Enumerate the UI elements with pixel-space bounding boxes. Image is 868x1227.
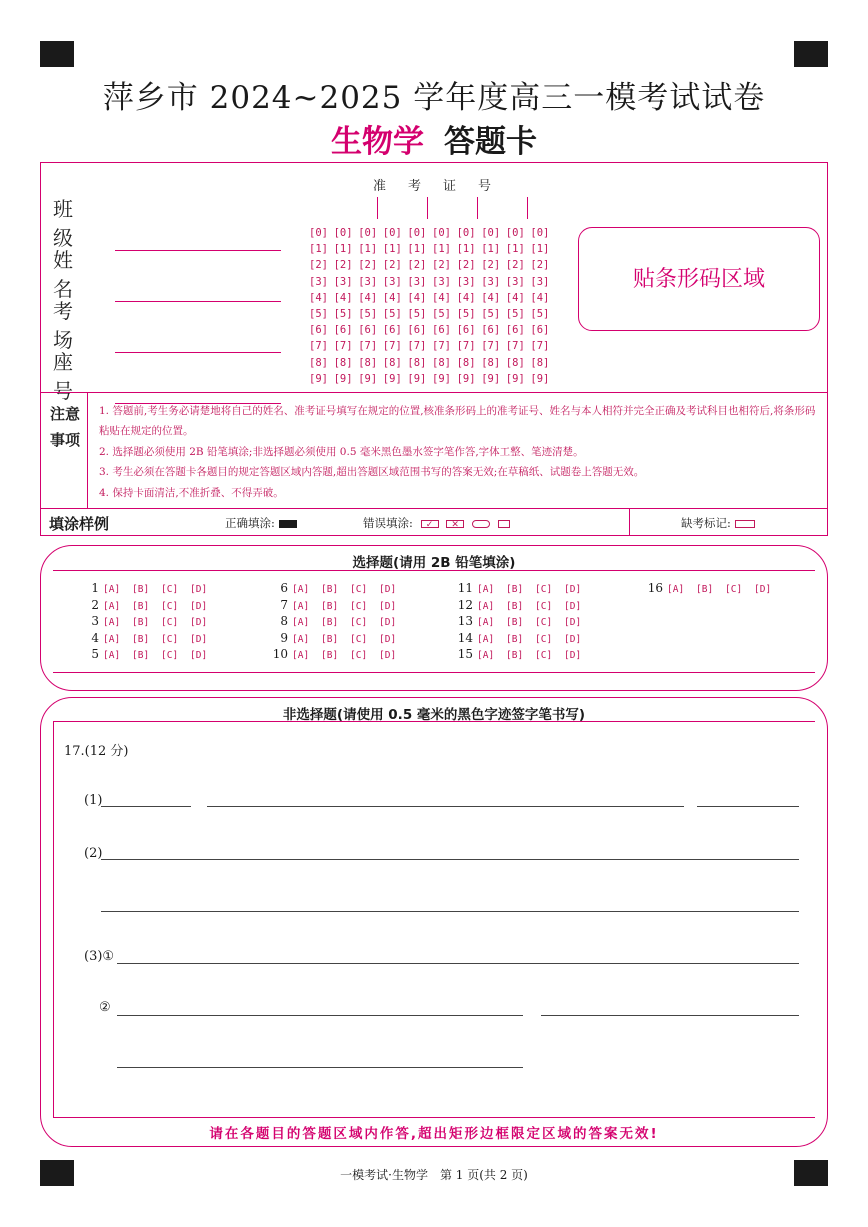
- exam-digit-bubble[interactable]: [9]: [407, 372, 427, 385]
- exam-digit-bubble[interactable]: [7]: [407, 340, 427, 353]
- note-item: 3. 考生必须在答题卡各题目的规定答题区域内答题,超出答题区域范围书写的答案无效;在草稿纸、试题卷上答题无效。: [99, 466, 645, 478]
- exam-number-label: 准考证号: [373, 179, 514, 194]
- exam-digit-bubble[interactable]: [6]: [432, 324, 451, 337]
- exam-digit-bubble[interactable]: [6]: [481, 324, 501, 337]
- mc-option-bubble[interactable]: [B]: [132, 633, 150, 645]
- exam-digit-bubble[interactable]: [9]: [382, 372, 402, 385]
- exam-digit-bubble[interactable]: [5]: [382, 307, 402, 320]
- exam-digit-bubble[interactable]: [4]: [432, 291, 451, 304]
- wrong-fill-circle-sample: [472, 520, 490, 528]
- exam-digit-bubble[interactable]: [0]: [530, 227, 550, 239]
- card-name: 答题卡: [444, 124, 537, 160]
- exam-digit-bubble[interactable]: [0]: [432, 227, 451, 239]
- exam-digit-bubble[interactable]: [2]: [382, 259, 402, 272]
- exam-digit-bubble[interactable]: [0]: [456, 227, 476, 239]
- mc-option-bubble[interactable]: [A]: [103, 584, 121, 595]
- answer-line[interactable]: [117, 963, 799, 964]
- mc-option-bubble[interactable]: [A]: [292, 584, 310, 595]
- page-title: 萍乡市 2024~2025 学年度高三一模考试试卷: [102, 80, 766, 116]
- mc-option-bubble[interactable]: [D]: [564, 650, 582, 661]
- exam-digit-bubble[interactable]: [8]: [333, 356, 353, 369]
- note-item: 1. 答题前,考生务必请楚地将自己的姓名、准考证号填写在规定的位置,核准条形码上的准考证号、姓名与本人相符并完全正确及考试科目也相符后,将条形码粘贴在规定的位置。: [99, 405, 816, 437]
- mc-question-row: [455, 580, 593, 597]
- mc-option-bubble[interactable]: [C]: [535, 584, 553, 595]
- multiple-choice-section: [40, 545, 828, 691]
- exam-digit-bubble[interactable]: [2]: [432, 259, 451, 272]
- mc-question-number: 6: [280, 581, 288, 595]
- exam-digit-bubble[interactable]: [0]: [309, 227, 328, 239]
- mc-option-bubble[interactable]: [A]: [292, 617, 310, 628]
- mc-option-bubble[interactable]: [B]: [132, 600, 150, 612]
- mc-question-number: 13: [457, 614, 473, 628]
- mc-question-row: [455, 630, 593, 647]
- mc-question-number: 1: [91, 581, 99, 595]
- mc-option-bubble[interactable]: [D]: [379, 600, 397, 612]
- mc-option-bubble[interactable]: [D]: [754, 584, 772, 595]
- exam-digit-bubble[interactable]: [1]: [407, 243, 427, 256]
- mc-question-row: [270, 613, 408, 630]
- mc-question-number: 11: [457, 581, 473, 595]
- exam-digit-bubble[interactable]: [9]: [358, 372, 378, 385]
- answer-line[interactable]: [207, 806, 684, 807]
- boundary-warning: 请在各题目的答题区域内作答,超出矩形边框限定区域的答案无效!: [209, 1126, 659, 1142]
- exam-digit-bubble[interactable]: [9]: [505, 372, 525, 385]
- exam-digit-bubble[interactable]: [8]: [456, 356, 476, 369]
- exam-digit-bubble[interactable]: [3]: [407, 275, 427, 288]
- mc-question-number: 14: [457, 630, 473, 645]
- exam-digit-bubble[interactable]: [9]: [456, 372, 476, 385]
- mc-question-number: 7: [280, 597, 288, 612]
- exam-digit-bubble[interactable]: [3]: [333, 275, 353, 288]
- mc-question-row: [455, 646, 593, 663]
- exam-number-write-boxes[interactable]: [377, 197, 539, 219]
- exam-digit-bubble[interactable]: [2]: [505, 259, 525, 272]
- exam-digit-bubble[interactable]: [5]: [333, 307, 353, 320]
- mc-option-bubble[interactable]: [B]: [321, 600, 339, 612]
- exam-digit-bubble[interactable]: [8]: [432, 356, 451, 369]
- answer-line[interactable]: [697, 806, 799, 807]
- exam-digit-bubble[interactable]: [1]: [358, 243, 378, 256]
- exam-digit-bubble[interactable]: [8]: [407, 356, 427, 369]
- exam-digit-bubble[interactable]: [4]: [358, 291, 378, 304]
- exam-digit-bubble[interactable]: [4]: [407, 291, 427, 304]
- exam-digit-bubble[interactable]: [4]: [481, 291, 501, 304]
- exam-digit-bubble[interactable]: [3]: [358, 275, 378, 288]
- mc-question-row: [81, 613, 219, 630]
- answer-line[interactable]: [541, 1015, 799, 1016]
- mc-option-bubble[interactable]: [A]: [103, 600, 121, 612]
- exam-digit-bubble[interactable]: [6]: [505, 324, 525, 337]
- exam-digit-column[interactable]: [530, 225, 549, 387]
- exam-digit-bubble[interactable]: [0]: [407, 227, 427, 239]
- mc-option-bubble[interactable]: [C]: [535, 650, 553, 661]
- mc-option-bubble[interactable]: [C]: [535, 617, 553, 628]
- exam-digit-column[interactable]: [506, 225, 525, 387]
- wrong-fill: 错误填涂: ✓ ✕: [363, 515, 510, 531]
- seat-field[interactable]: 座号: [53, 346, 281, 404]
- exam-digit-bubble[interactable]: [0]: [505, 227, 525, 239]
- exam-digit-bubble[interactable]: [6]: [382, 324, 402, 337]
- mc-option-bubble[interactable]: [C]: [725, 584, 743, 595]
- mc-option-bubble[interactable]: [C]: [161, 650, 179, 661]
- exam-digit-bubble[interactable]: [7]: [505, 340, 525, 353]
- exam-digit-bubble[interactable]: [5]: [358, 307, 378, 320]
- exam-digit-bubble[interactable]: [7]: [333, 340, 353, 353]
- mc-option-bubble[interactable]: [D]: [190, 600, 208, 612]
- wrong-fill-cross-sample: ✕: [446, 520, 464, 528]
- exam-digit-column[interactable]: [457, 225, 476, 387]
- wrong-fill-check-sample: ✓: [421, 520, 439, 528]
- exam-digit-bubble[interactable]: [4]: [456, 291, 476, 304]
- mc-option-bubble[interactable]: [C]: [350, 584, 368, 595]
- exam-digit-bubble[interactable]: [1]: [432, 243, 451, 256]
- mc-question-number: 8: [280, 614, 288, 628]
- wrong-fill-half-sample: [498, 520, 510, 528]
- mc-option-bubble[interactable]: [B]: [506, 584, 524, 595]
- mc-question-number: 15: [457, 647, 473, 661]
- part-3-sub-2-label: ②: [99, 1000, 111, 1015]
- mc-option-bubble[interactable]: [D]: [190, 650, 208, 661]
- mc-option-bubble[interactable]: [B]: [321, 584, 339, 595]
- exam-digit-bubble[interactable]: [8]: [309, 356, 328, 369]
- part-3-label: (3)①: [84, 949, 115, 964]
- note-item: 4. 保持卡面清洁,不准折叠、不得弄破。: [99, 487, 284, 499]
- mc-option-bubble[interactable]: [C]: [161, 600, 179, 612]
- mc-question-number: 10: [272, 647, 288, 661]
- mc-option-bubble[interactable]: [D]: [190, 584, 208, 595]
- exam-digit-bubble[interactable]: [1]: [382, 243, 402, 256]
- exam-digit-bubble[interactable]: [5]: [432, 307, 451, 320]
- exam-digit-bubble[interactable]: [6]: [456, 324, 476, 337]
- mc-question-number: 4: [91, 630, 99, 645]
- exam-digit-bubble[interactable]: [2]: [333, 259, 353, 272]
- exam-digit-bubble[interactable]: [4]: [530, 291, 550, 304]
- mc-question-row: [270, 646, 408, 663]
- mc-option-bubble[interactable]: [C]: [161, 584, 179, 595]
- mc-option-bubble[interactable]: [C]: [161, 633, 179, 645]
- answer-line[interactable]: [117, 1015, 523, 1016]
- mc-question-row: [270, 580, 408, 597]
- exam-digit-column[interactable]: [334, 225, 353, 387]
- correct-fill: 正确填涂:: [225, 515, 297, 531]
- mc-option-bubble[interactable]: [D]: [379, 584, 397, 595]
- exam-digit-bubble[interactable]: [8]: [382, 356, 402, 369]
- mc-option-bubble[interactable]: [B]: [321, 633, 339, 645]
- free-response-title: 非选择题(请使用 0.5 毫米的黑色字迹签字笔书写): [282, 707, 586, 723]
- mc-option-bubble[interactable]: [C]: [350, 650, 368, 661]
- exam-digit-bubble[interactable]: [9]: [530, 372, 550, 385]
- exam-digit-bubble[interactable]: [9]: [432, 372, 451, 385]
- notes-label: 注意事项: [49, 405, 80, 449]
- note-item: 2. 选择题必须使用 2B 铅笔填涂;非选择题必须使用 0.5 毫米黑色墨水签字笔作答,字体工整、笔迹清楚。: [99, 446, 584, 458]
- exam-digit-bubble[interactable]: [3]: [481, 275, 501, 288]
- exam-digit-bubble[interactable]: [3]: [530, 275, 550, 288]
- mc-option-bubble[interactable]: [B]: [696, 584, 714, 595]
- mc-option-bubble[interactable]: [B]: [506, 633, 524, 645]
- class-field[interactable]: 班级: [53, 193, 281, 251]
- exam-digit-bubble[interactable]: [1]: [505, 243, 525, 256]
- exam-digit-bubble[interactable]: [7]: [456, 340, 476, 353]
- exam-digit-bubble[interactable]: [5]: [407, 307, 427, 320]
- exam-digit-bubble[interactable]: [4]: [382, 291, 402, 304]
- mc-question-row: [270, 630, 408, 647]
- exam-digit-bubble[interactable]: [5]: [481, 307, 501, 320]
- exam-digit-bubble[interactable]: [7]: [432, 340, 451, 353]
- absent-mark[interactable]: 缺考标记:: [681, 515, 755, 531]
- exam-digit-bubble[interactable]: [1]: [309, 243, 328, 256]
- question-17-label: 17.(12 分): [64, 744, 129, 759]
- exam-digit-bubble[interactable]: [9]: [309, 372, 328, 385]
- exam-digit-bubble[interactable]: [6]: [530, 324, 550, 337]
- mc-option-bubble[interactable]: [D]: [564, 584, 582, 595]
- mc-option-bubble[interactable]: [B]: [321, 617, 339, 628]
- mc-option-bubble[interactable]: [A]: [103, 650, 121, 661]
- mc-option-bubble[interactable]: [A]: [292, 650, 310, 661]
- mc-question-row: [81, 597, 219, 614]
- mc-option-bubble[interactable]: [C]: [161, 617, 179, 628]
- mc-question-number: 2: [91, 597, 99, 612]
- barcode-area: 贴条形码区域: [578, 227, 820, 331]
- exam-digit-column[interactable]: [407, 225, 426, 387]
- mc-question-row: [81, 630, 219, 647]
- mc-option-bubble[interactable]: [D]: [379, 633, 397, 645]
- exam-digit-bubble[interactable]: [1]: [530, 243, 550, 256]
- exam-digit-bubble[interactable]: [1]: [333, 243, 353, 256]
- mc-option-bubble[interactable]: [D]: [379, 617, 397, 628]
- mc-option-bubble[interactable]: [A]: [292, 600, 310, 612]
- mc-option-bubble[interactable]: [B]: [132, 584, 150, 595]
- mc-option-bubble[interactable]: [B]: [506, 617, 524, 628]
- part-1-label: (1): [84, 793, 103, 808]
- mc-question-number: 5: [91, 647, 99, 661]
- exam-digit-bubble[interactable]: [8]: [505, 356, 525, 369]
- mc-option-bubble[interactable]: [C]: [350, 617, 368, 628]
- exam-digit-bubble[interactable]: [2]: [358, 259, 378, 272]
- exam-digit-bubble[interactable]: [7]: [530, 340, 550, 353]
- mc-option-bubble[interactable]: [A]: [477, 650, 495, 661]
- page-footer: 一模考试·生物学 第 1 页(共 2 页): [340, 1168, 528, 1182]
- mc-column: [455, 580, 593, 663]
- exam-digit-column[interactable]: [358, 225, 377, 387]
- exam-digit-bubble[interactable]: [4]: [309, 291, 328, 304]
- mc-column: [270, 580, 408, 663]
- mc-question-row: [270, 597, 408, 614]
- mc-question-row: [81, 580, 219, 597]
- exam-digit-bubble[interactable]: [7]: [481, 340, 501, 353]
- exam-digit-column[interactable]: [309, 225, 328, 387]
- exam-digit-bubble[interactable]: [6]: [309, 324, 328, 337]
- mc-option-bubble[interactable]: [B]: [132, 650, 150, 661]
- mc-column: [645, 580, 783, 597]
- mc-option-bubble[interactable]: [A]: [103, 617, 121, 628]
- exam-digit-bubble[interactable]: [5]: [530, 307, 550, 320]
- exam-digit-bubble[interactable]: [3]: [382, 275, 402, 288]
- fill-example-row: [41, 508, 827, 536]
- fill-example-title: 填涂样例: [49, 515, 110, 533]
- mc-column: [81, 580, 219, 663]
- exam-digit-bubble[interactable]: [7]: [309, 340, 328, 353]
- mc-question-row: [645, 580, 783, 597]
- mc-option-bubble[interactable]: [B]: [506, 650, 524, 661]
- mc-option-bubble[interactable]: [A]: [477, 584, 495, 595]
- exam-digit-bubble[interactable]: [9]: [333, 372, 353, 385]
- mc-question-number: 12: [457, 597, 473, 612]
- mc-option-bubble[interactable]: [A]: [477, 600, 495, 612]
- exam-digit-bubble[interactable]: [0]: [382, 227, 402, 239]
- mc-question-number: 3: [91, 614, 99, 628]
- exam-digit-bubble[interactable]: [5]: [456, 307, 476, 320]
- answer-line[interactable]: [101, 859, 799, 860]
- mc-option-bubble[interactable]: [A]: [477, 617, 495, 628]
- exam-digit-bubble[interactable]: [2]: [530, 259, 550, 272]
- mc-option-bubble[interactable]: [D]: [564, 617, 582, 628]
- exam-digit-column[interactable]: [481, 225, 500, 387]
- corner-marker-top-right: [794, 41, 828, 67]
- free-response-section: [40, 697, 828, 1147]
- exam-digit-bubble[interactable]: [3]: [309, 275, 328, 288]
- exam-digit-bubble[interactable]: [0]: [333, 227, 353, 239]
- exam-digit-bubble[interactable]: [5]: [309, 307, 328, 320]
- mc-question-row: [81, 646, 219, 663]
- mc-question-row: [455, 613, 593, 630]
- mc-option-bubble[interactable]: [C]: [535, 600, 553, 612]
- mc-option-bubble[interactable]: [C]: [535, 633, 553, 645]
- page-subtitle: [0, 116, 868, 161]
- mc-option-bubble[interactable]: [A]: [292, 633, 310, 645]
- mc-option-bubble[interactable]: [D]: [190, 617, 208, 628]
- mc-option-bubble[interactable]: [B]: [132, 617, 150, 628]
- absent-mark-box: [735, 520, 755, 528]
- exam-digit-bubble[interactable]: [9]: [481, 372, 501, 385]
- answer-line[interactable]: [101, 911, 799, 912]
- exam-digit-bubble[interactable]: [7]: [382, 340, 402, 353]
- mc-option-bubble[interactable]: [C]: [350, 600, 368, 612]
- exam-digit-bubble[interactable]: [6]: [407, 324, 427, 337]
- exam-digit-bubble[interactable]: [4]: [505, 291, 525, 304]
- correct-fill-sample: [279, 520, 297, 528]
- mc-option-bubble[interactable]: [D]: [564, 633, 582, 645]
- exam-digit-bubble[interactable]: [1]: [481, 243, 501, 256]
- corner-marker-top-left: [40, 41, 74, 67]
- answer-line[interactable]: [101, 806, 191, 807]
- exam-digit-bubble[interactable]: [8]: [358, 356, 378, 369]
- exam-digit-bubble[interactable]: [3]: [432, 275, 451, 288]
- mc-option-bubble[interactable]: [A]: [103, 633, 121, 645]
- exam-digit-bubble[interactable]: [6]: [333, 324, 353, 337]
- subject-name: 生物学: [331, 124, 424, 160]
- info-box: [40, 162, 828, 536]
- exam-digit-bubble[interactable]: [3]: [456, 275, 476, 288]
- exam-digit-bubble[interactable]: [3]: [505, 275, 525, 288]
- name-field[interactable]: 姓名: [53, 244, 281, 302]
- exam-digit-bubble[interactable]: [1]: [456, 243, 476, 256]
- exam-digit-bubble[interactable]: [8]: [481, 356, 501, 369]
- exam-digit-bubble[interactable]: [0]: [481, 227, 501, 239]
- mc-option-bubble[interactable]: [D]: [564, 600, 582, 612]
- part-2-label: (2): [84, 846, 103, 861]
- exam-digit-bubble[interactable]: [6]: [358, 324, 378, 337]
- exam-digit-bubble[interactable]: [2]: [309, 259, 328, 272]
- exam-digit-column[interactable]: [383, 225, 402, 387]
- exam-digit-bubble[interactable]: [2]: [481, 259, 501, 272]
- mc-option-bubble[interactable]: [B]: [321, 650, 339, 661]
- exam-digit-bubble[interactable]: [8]: [530, 356, 550, 369]
- exam-digit-bubble[interactable]: [5]: [505, 307, 525, 320]
- mc-option-bubble[interactable]: [C]: [350, 633, 368, 645]
- exam-room-field[interactable]: 考场: [53, 295, 281, 353]
- mc-section-title: 选择题(请用 2B 铅笔填涂): [352, 555, 516, 571]
- answer-line[interactable]: [117, 1067, 523, 1068]
- mc-option-bubble[interactable]: [A]: [477, 633, 495, 645]
- mc-question-number: 16: [647, 581, 663, 595]
- mc-option-bubble[interactable]: [D]: [379, 650, 397, 661]
- mc-option-bubble[interactable]: [A]: [667, 584, 685, 595]
- mc-question-number: 9: [280, 630, 288, 645]
- mc-option-bubble[interactable]: [B]: [506, 600, 524, 612]
- exam-digit-bubble[interactable]: [4]: [333, 291, 353, 304]
- exam-digit-bubble[interactable]: [7]: [358, 340, 378, 353]
- mc-question-row: [455, 597, 593, 614]
- exam-digit-bubble[interactable]: [0]: [358, 227, 378, 239]
- exam-digit-bubble[interactable]: [2]: [456, 259, 476, 272]
- mc-option-bubble[interactable]: [D]: [190, 633, 208, 645]
- exam-digit-bubble[interactable]: [2]: [407, 259, 427, 272]
- exam-digit-column[interactable]: [432, 225, 451, 387]
